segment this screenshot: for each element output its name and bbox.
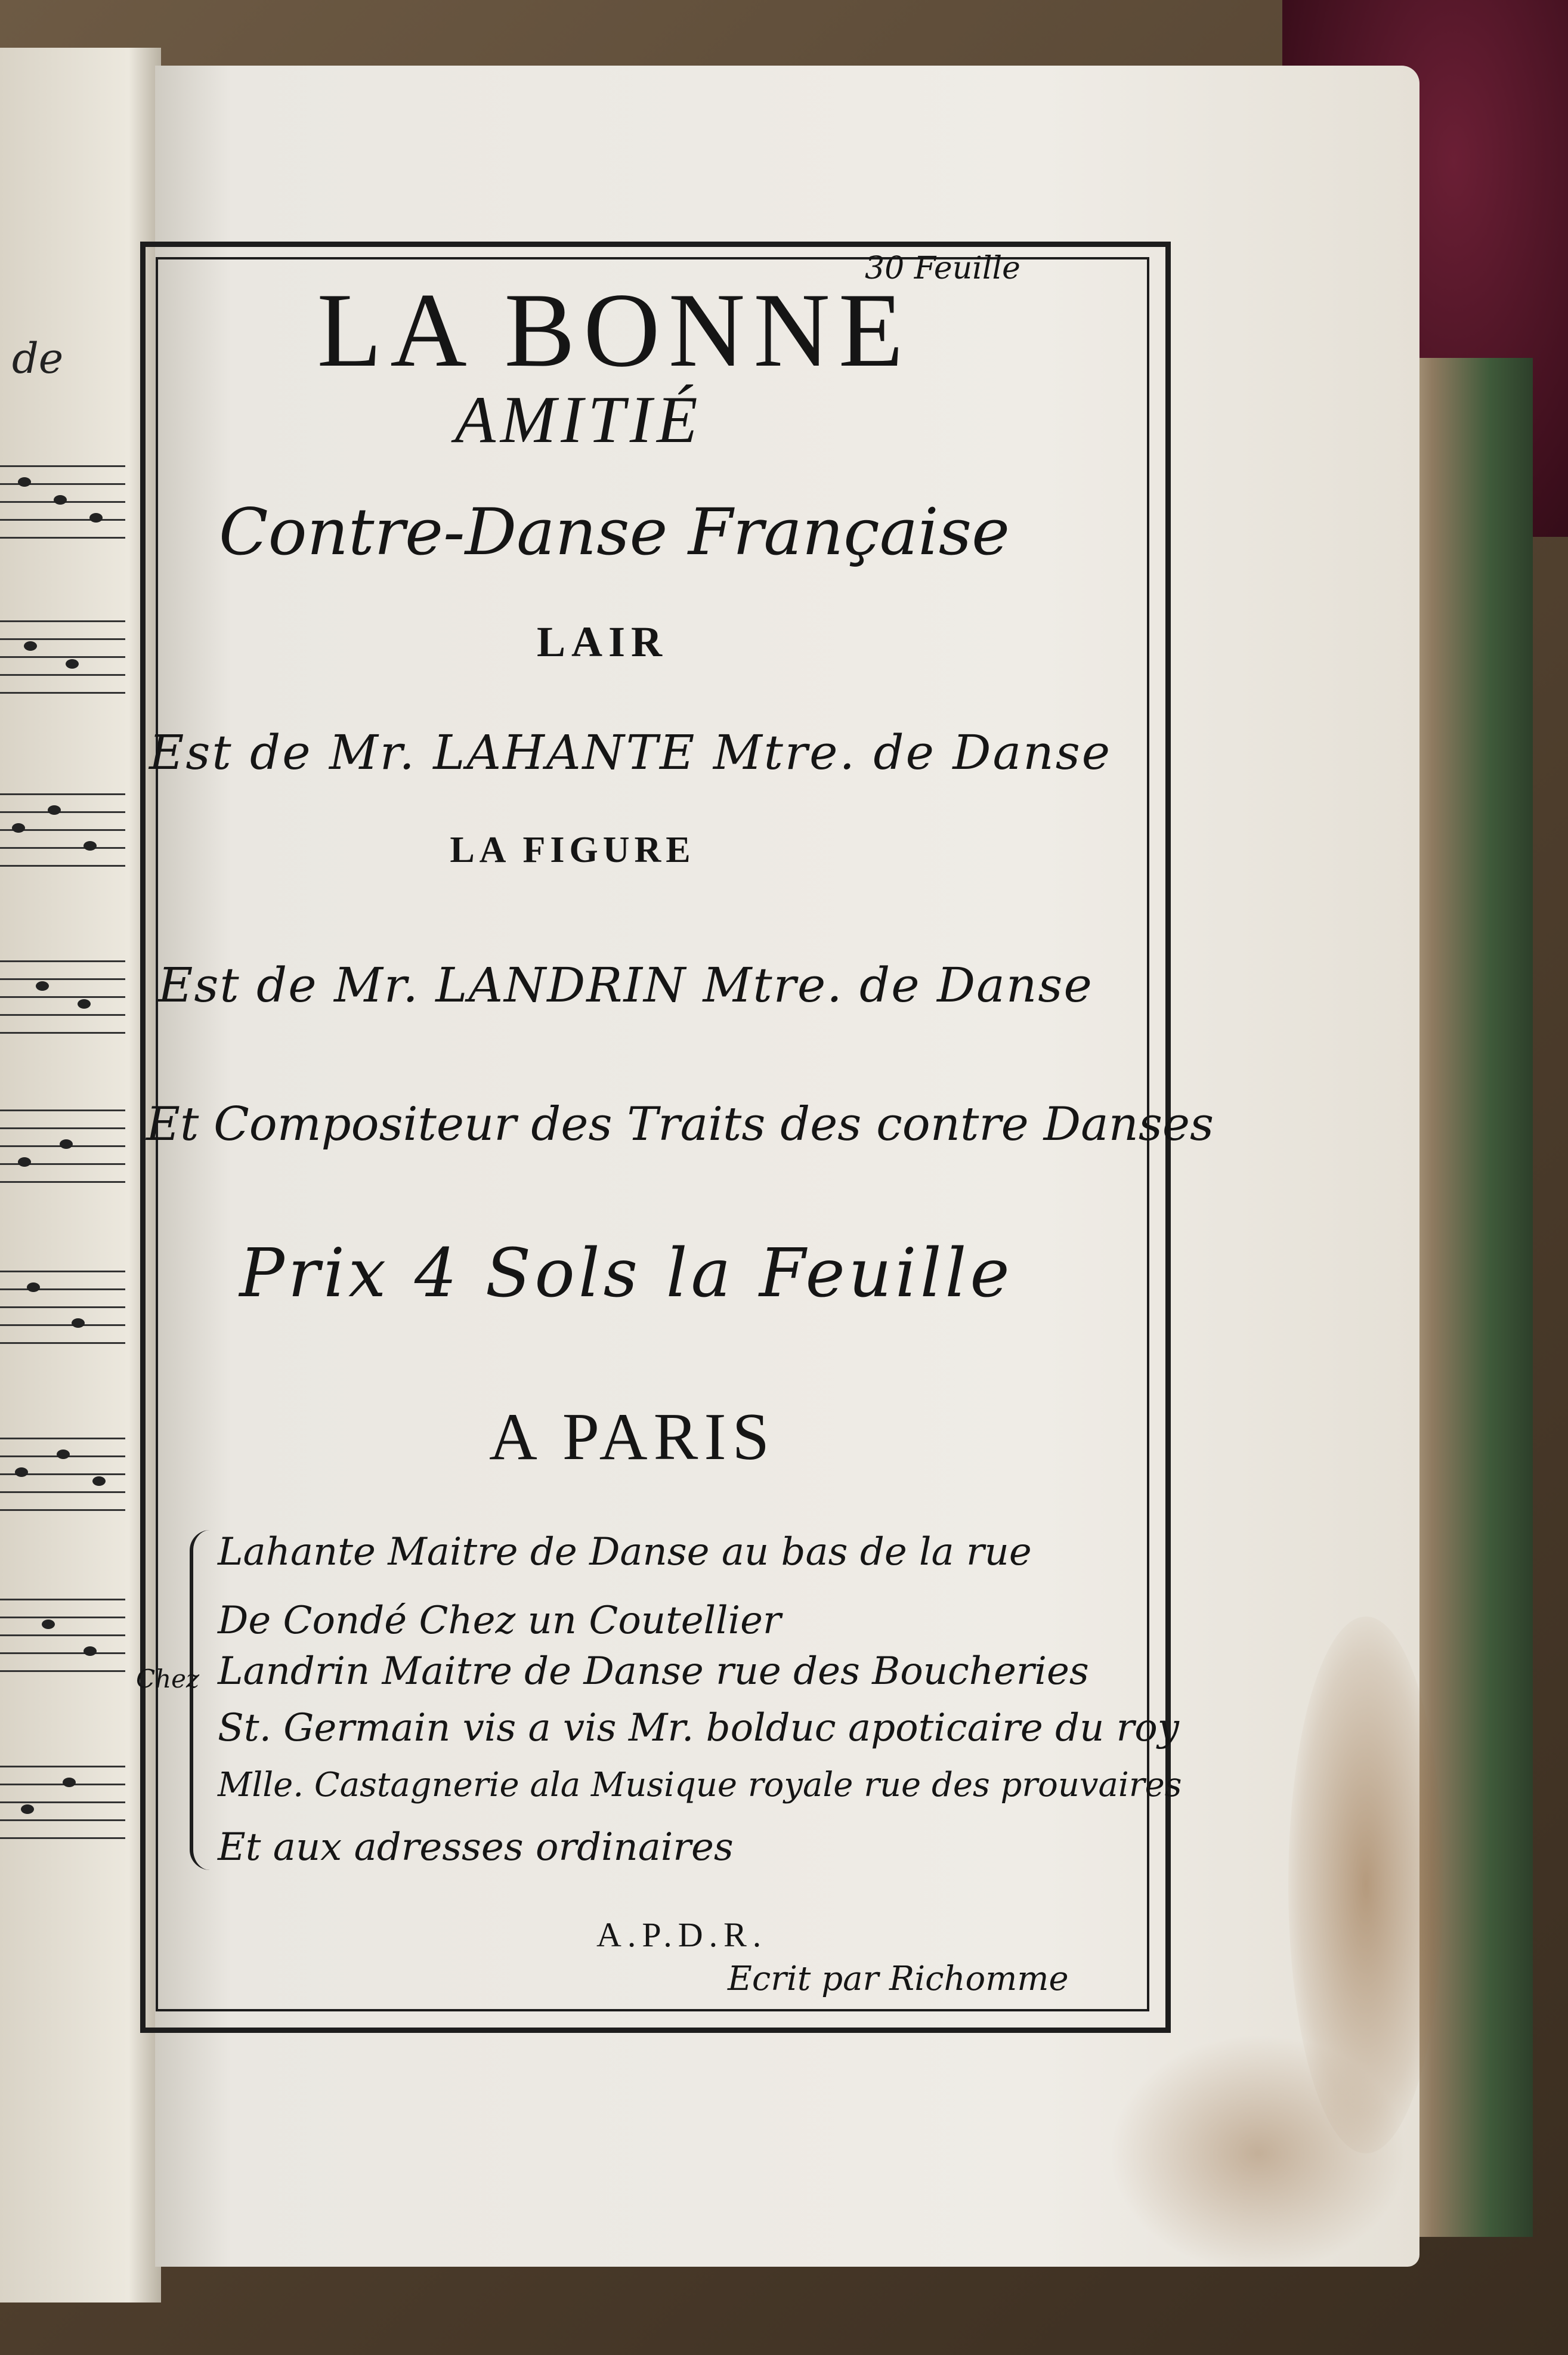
privilege-mark: A.P.D.R. (596, 1915, 768, 1954)
music-staff (0, 793, 125, 883)
address-line: De Condé Chez un Coutellier (218, 1599, 781, 1643)
left-page-text-fragment: de (12, 334, 64, 383)
title: LA BONNE (317, 271, 912, 389)
figure-credit: Est de Mr. LANDRIN Mtre. de Danse (158, 957, 1093, 1013)
left-page-music-score (0, 48, 161, 2303)
music-staff (0, 1766, 125, 1855)
address-line: Landrin Maitre de Danse rue des Boucheries (218, 1649, 1089, 1693)
chez-label: Chez (136, 1664, 200, 1693)
location: A PARIS (489, 1400, 775, 1474)
address-line: Lahante Maitre de Danse au bas de la rue (218, 1530, 1032, 1574)
music-staff (0, 465, 125, 555)
music-staff (0, 960, 125, 1050)
air-heading: LAIR (536, 618, 669, 666)
page-number: 30 Feuille (865, 251, 1020, 286)
address-brace (190, 1530, 210, 1870)
composer-line: Et Compositeur des Traits des contre Danses (146, 1098, 1214, 1151)
engraver-credit: Ecrit par Richomme (728, 1960, 1069, 1998)
dance-type: Contre-Danse Française (218, 495, 1010, 570)
address-line: Mlle. Castagnerie ala Musique royale rue des prouvaires (218, 1766, 1182, 1804)
music-staff (0, 1109, 125, 1199)
figure-heading: LA FIGURE (450, 830, 695, 870)
music-staff (0, 1599, 125, 1688)
music-staff (0, 1271, 125, 1360)
subtitle: AMITIÉ (454, 383, 703, 457)
address-line: St. Germain vis a vis Mr. bolduc apoticaire du roy (218, 1706, 1179, 1750)
price: Prix 4 Sols la Feuille (239, 1235, 1013, 1312)
address-line: Et aux adresses ordinaires (218, 1825, 734, 1869)
air-credit: Est de Mr. LAHANTE Mtre. de Danse (149, 725, 1112, 780)
music-staff (0, 620, 125, 710)
music-staff (0, 1438, 125, 1527)
water-stain (1109, 2034, 1408, 2273)
